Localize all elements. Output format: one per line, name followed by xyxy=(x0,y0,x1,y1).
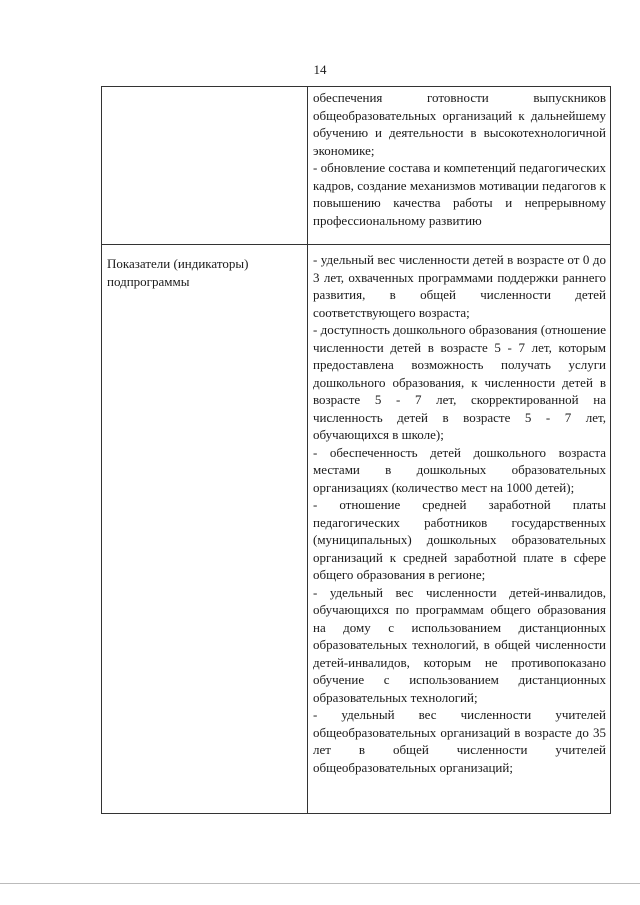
content-paragraph: - отношение средней заработной платы педагогических работников государственных (муниципальных) дошкольных образовательных организаций к средней заработной плате в сфере общего образования в регионе; xyxy=(313,497,606,582)
column-divider xyxy=(307,245,308,813)
content-paragraph: - обновление состава и компетенций педагогических кадров, создание механизмов мотивации педагогов к повышению качества работы и непрерывному профессиональному развитию xyxy=(313,160,606,228)
content-paragraph: - удельный вес численности детей-инвалидов, обучающихся по программам общего образования на дому с использованием дистанционных образовательных технологий, в общей численности детей-инвалидов, которым не противопоказано обучение с использованием дистанционных образовательных технологий; xyxy=(313,584,606,705)
content-paragraph: - удельный вес численности детей в возрасте от 0 до 3 лет, охваченных программами поддержки раннего развития, в общей численности детей соответствующего возраста; xyxy=(313,252,606,320)
scan-edge-line xyxy=(0,883,640,884)
table-row xyxy=(102,87,610,245)
row-label-cell: Показатели (индикаторы) подпрограммы xyxy=(107,256,249,289)
table-row xyxy=(102,245,610,813)
content-paragraph: обеспечения готовности выпускников общеобразовательных организаций к дальнейшему обучению и деятельности в высокотехнологичной экономике; xyxy=(313,90,606,158)
content-paragraph: - обеспеченность детей дошкольного возраста местами в дошкольных образовательных организациях (количество мест на 1000 детей); xyxy=(313,444,606,495)
content-paragraph: - удельный вес численности учителей общеобразовательных организаций в возрасте до 35 лет в общей численности учителей общеобразовательных организаций; xyxy=(313,707,606,775)
column-divider xyxy=(307,87,308,244)
content-paragraph: - доступность дошкольного образования (отношение численности детей в возрасте 5 - 7 лет, которым предоставлена возможность получать услуги дошкольного образования, к численности детей в возрасте 5 - 7 лет, скорректированной на численность детей в возрасте 5 - 7 лет, обучающихся в школе); xyxy=(313,322,606,442)
row-content-cell xyxy=(313,89,606,229)
page-number: 14 xyxy=(313,62,327,77)
program-table xyxy=(101,86,611,814)
row-content-cell xyxy=(313,251,606,776)
